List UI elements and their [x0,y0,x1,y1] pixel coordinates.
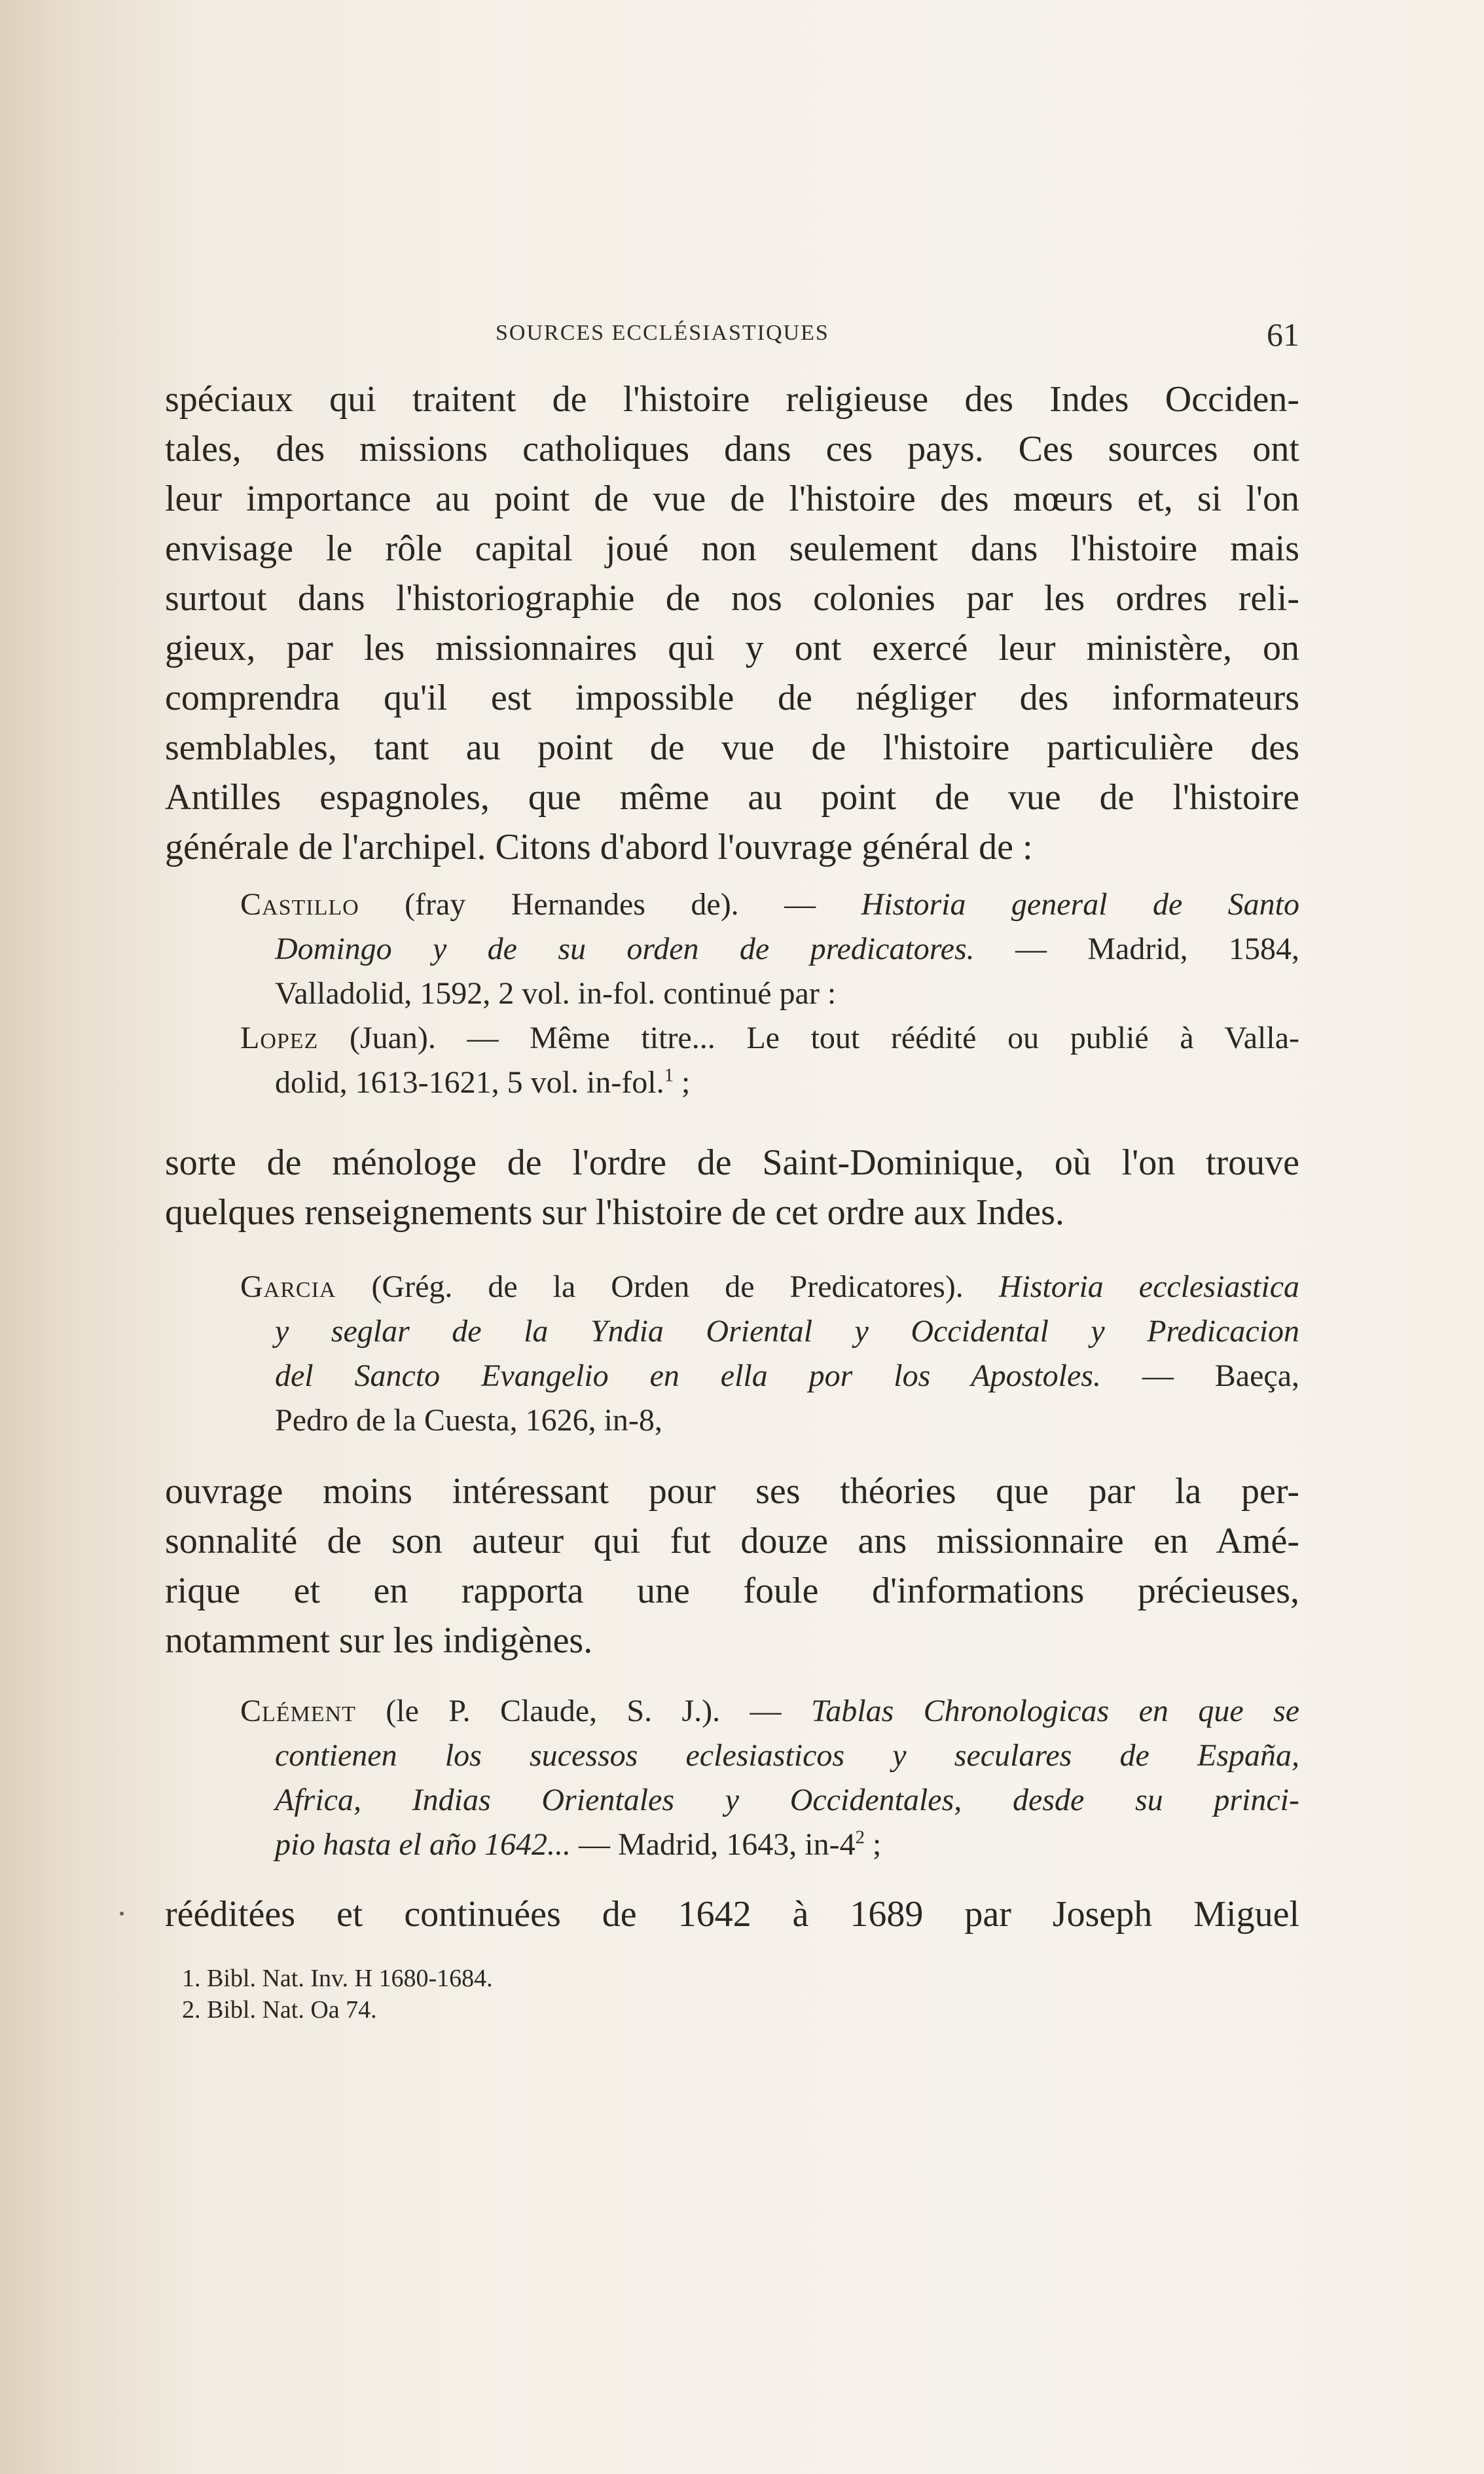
text-line: comprendra qu'il est impossible de négliger des informateurs [165,678,1299,718]
text-line: rique et en rapporta une foule d'informations précieuses, [165,1571,1299,1611]
text-line: gieux, par les missionnaires qui y ont exercé leur ministère, on [165,628,1299,668]
bibliography-entry-lopez [240,1016,1299,1105]
text-line: leur importance au point de vue de l'histoire des mœurs et, si l'on [165,479,1299,519]
running-title: SOURCES ECCLÉSIASTIQUES [496,321,829,345]
entry-line [240,927,1299,972]
entry-line [240,1309,1299,1354]
page-number: 61 [1267,316,1299,353]
entry-line [240,1734,1299,1778]
entry-text: ; [865,1827,882,1862]
entry-title: del Sancto Evangelio en ella por los Apostoles. [275,1358,1101,1393]
entry-line [240,1265,1299,1309]
entry-text: (Grég. de la Orden de Predicatores). [336,1269,999,1304]
entry-line [240,1823,1299,1867]
entry-title: y seglar de la Yndia Oriental y Occidental y Predicacion [275,1314,1299,1349]
text-line: surtout dans l'historiographie de nos colonies par les ordres reli- [165,578,1299,619]
entry-text: (le P. Claude, S. J.). — [355,1694,811,1728]
entry-title: pio hasta el año 1642... [275,1827,571,1862]
text-line: Antilles espagnoles, que même au point de vue de l'histoire [165,777,1299,818]
entry-line [240,1354,1299,1398]
entry-line [240,882,1299,927]
entry-line [240,1778,1299,1823]
running-header [165,316,1299,355]
text-line: sorte de ménologe de l'ordre de Saint-Dominique, où l'on trouve [165,1142,1299,1183]
entry-author: Lopez [240,1021,319,1055]
entry-line [240,1061,1299,1105]
text-line: tales, des missions catholiques dans ces pays. Ces sources ont [165,429,1299,469]
entry-text: — Madrid, 1643, in-4 [571,1827,856,1862]
entry-text: ; [674,1065,691,1100]
text-line: notamment sur les indigènes. [165,1620,593,1661]
entry-author: Clément [240,1694,356,1728]
bibliography-entry-garcia [240,1265,1299,1443]
text-line: sonnalité de son auteur qui fut douze ans missionnaire en Amé- [165,1521,1299,1561]
entry-text: (Juan). — Même titre... Le tout réédité ou publié à Valla- [318,1021,1299,1055]
entry-text: — Madrid, 1584, [974,932,1299,966]
paragraph-reeditees [165,1889,1299,1939]
text-line: quelques renseignements sur l'histoire de cet ordre aux Indes. [165,1192,1064,1233]
entry-title: Historia general de Santo [861,887,1299,922]
entry-line [240,1689,1299,1734]
entry-title: Domingo y de su orden de predicatores. [275,932,975,966]
entry-text: — Baeça, [1142,1358,1300,1393]
footnotes [182,1963,968,2026]
entry-title: Africa, Indias Orientales y Occidentales, desde su princi- [275,1783,1299,1817]
paragraph-intro [165,374,1299,872]
paragraph-ouvrage [165,1466,1299,1665]
footnote-1: 1. Bibl. Nat. Inv. H 1680-1684. [182,1965,493,1992]
entry-text: (fray Hernandes de). — [359,887,861,922]
stray-ink-mark [120,1912,124,1916]
entry-author: Garcia [240,1269,336,1304]
entry-author: Castillo [240,887,359,922]
entry-line: Pedro de la Cuesta, 1626, in-8, [275,1403,662,1438]
entry-title: Historia ecclesiastica [998,1269,1299,1304]
text-line: générale de l'archipel. Citons d'abord l'ouvrage général de : [165,827,1033,867]
footnote-2: 2. Bibl. Nat. Oa 74. [182,1996,377,2024]
text-line: ouvrage moins intéressant pour ses théories que par la per- [165,1471,1299,1512]
entry-title: Tablas Chronologicas en que se [810,1694,1299,1728]
paragraph-menologe [165,1138,1299,1237]
entry-text: dolid, 1613-1621, 5 vol. in-fol. [275,1065,664,1100]
bibliography-entry-clement [240,1689,1299,1867]
text-line: semblables, tant au point de vue de l'histoire particulière des [165,727,1299,768]
text-line: envisage le rôle capital joué non seulement dans l'histoire mais [165,528,1299,569]
text-line: rééditées et continuées de 1642 à 1689 par Joseph Miguel [165,1894,1299,1935]
entry-title: contienen los sucessos eclesiasticos y seculares de España, [275,1738,1299,1773]
entry-line: Valladolid, 1592, 2 vol. in-fol. continué par : [275,976,837,1011]
entry-line [240,1016,1299,1061]
footnote-ref[interactable]: 2 [855,1827,865,1848]
footnote-ref[interactable]: 1 [664,1064,674,1086]
bibliography-entry-castillo [240,882,1299,1016]
text-line: spéciaux qui traitent de l'histoire religieuse des Indes Occiden- [165,379,1299,420]
